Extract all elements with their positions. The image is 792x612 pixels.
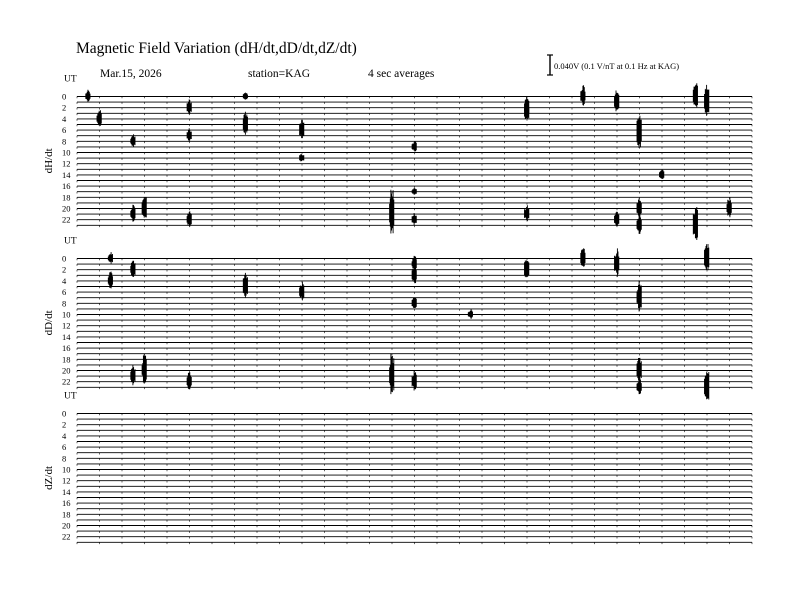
hour-label: 16	[62, 181, 71, 192]
hour-label: 20	[62, 365, 71, 376]
hour-label: 16	[62, 498, 71, 509]
event-burst	[468, 309, 472, 319]
event-burst	[637, 215, 641, 234]
event-burst	[131, 134, 135, 147]
hour-label: 6	[62, 125, 67, 136]
hour-label: 0	[62, 408, 67, 419]
event-burst	[243, 93, 247, 100]
event-burst	[693, 83, 697, 107]
hour-label: 14	[62, 486, 71, 497]
hour-label: 8	[62, 136, 67, 147]
hour-label: 22	[62, 214, 71, 225]
event-burst	[187, 99, 191, 114]
panel-2	[43, 237, 752, 400]
hour-label: 6	[62, 442, 67, 453]
event-burst	[693, 207, 697, 240]
hour-label: 4	[62, 113, 67, 124]
event-burst	[390, 190, 394, 234]
chart-date: Mar.15, 2026	[100, 68, 162, 80]
event-burst	[637, 280, 641, 311]
event-burst	[525, 106, 529, 119]
event-burst	[131, 261, 135, 277]
event-burst	[131, 205, 135, 222]
event-burst	[525, 205, 529, 221]
scale-bar-label: 0.040V (0.1 V/nT at 0.1 Hz at KAG)	[554, 61, 680, 71]
hour-label: 8	[62, 298, 67, 309]
event-burst	[637, 358, 641, 381]
event-burst	[187, 372, 191, 389]
event-burst	[412, 297, 416, 308]
ut-label: UT	[64, 391, 77, 402]
event-burst	[108, 272, 112, 289]
hour-label: 2	[62, 264, 67, 275]
hour-label: 22	[62, 376, 71, 387]
hour-label: 16	[62, 343, 71, 354]
hour-label: 8	[62, 453, 67, 464]
hour-label: 12	[62, 475, 71, 486]
event-burst	[615, 248, 619, 276]
panel-name-label: dH/dt	[43, 148, 55, 174]
hour-label: 2	[62, 102, 67, 113]
hour-label: 10	[62, 309, 71, 320]
event-burst	[615, 91, 619, 112]
scale-bar	[547, 55, 679, 75]
event-burst	[412, 213, 416, 225]
hour-label: 2	[62, 419, 67, 430]
hour-label: 4	[62, 275, 67, 286]
event-burst	[637, 379, 641, 394]
hour-label: 18	[62, 509, 71, 520]
hour-label: 6	[62, 287, 67, 298]
hour-label: 12	[62, 158, 71, 169]
event-burst	[86, 90, 90, 102]
hour-label: 12	[62, 320, 71, 331]
hour-label: 0	[62, 91, 67, 102]
hour-label: 10	[62, 147, 71, 158]
event-burst	[581, 248, 585, 266]
event-burst	[142, 197, 146, 218]
event-burst	[243, 273, 247, 298]
event-burst	[705, 244, 709, 270]
panels-group	[43, 75, 752, 545]
event-burst	[97, 110, 101, 126]
chart-title: Magnetic Field Variation (dH/dt,dD/dt,dZ/dt)	[76, 40, 357, 57]
event-burst	[187, 211, 191, 226]
hour-label: 22	[62, 531, 71, 542]
event-burst	[243, 112, 247, 135]
event-burst	[660, 170, 664, 179]
hour-label: 0	[62, 253, 67, 264]
event-burst	[525, 261, 529, 278]
hour-label: 14	[62, 331, 71, 342]
hour-label: 18	[62, 192, 71, 203]
panel-name-label: dZ/dt	[43, 465, 55, 490]
event-burst	[412, 141, 416, 151]
event-burst	[705, 85, 709, 116]
panel-1	[43, 75, 752, 241]
event-burst	[727, 198, 731, 218]
hour-label: 20	[62, 203, 71, 214]
event-burst	[637, 120, 641, 148]
event-burst	[300, 154, 304, 161]
hour-label: 20	[62, 520, 71, 531]
chart-averaging: 4 sec averages	[368, 68, 435, 80]
event-burst	[142, 354, 146, 383]
event-burst	[412, 188, 416, 195]
ut-label: UT	[64, 74, 77, 85]
hour-label: 10	[62, 464, 71, 475]
hour-label: 14	[62, 169, 71, 180]
panel-name-label: dD/dt	[43, 310, 55, 336]
hour-label: 4	[62, 430, 67, 441]
event-burst	[300, 120, 304, 138]
panel-3	[43, 392, 752, 545]
chart-station: station=KAG	[248, 68, 311, 80]
ut-label: UT	[64, 236, 77, 247]
event-burst	[108, 252, 112, 264]
hour-label: 18	[62, 354, 71, 365]
